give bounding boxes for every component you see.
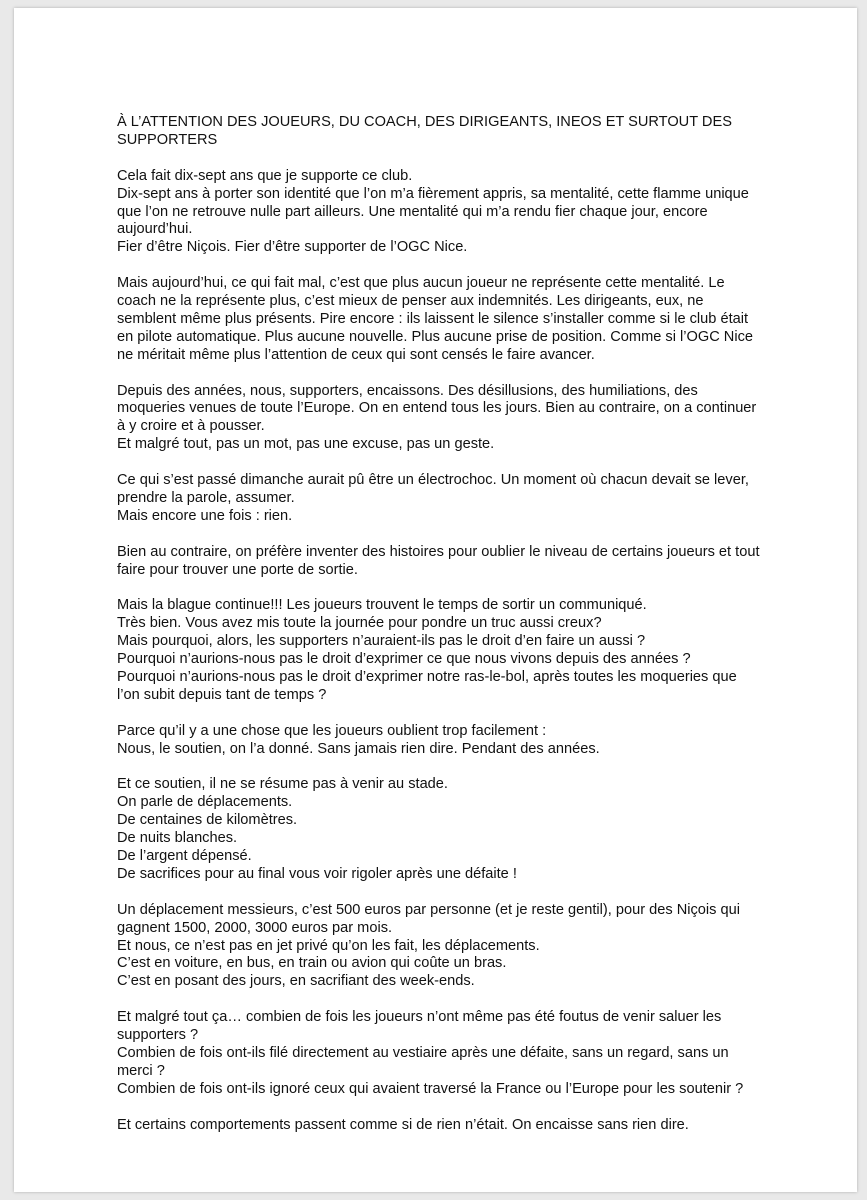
text-line: Et malgré tout ça… combien de fois les joueurs n’ont même pas été foutus de venir saluer les [117,1009,722,1026]
letter-paragraph [117,472,777,526]
text-line: ne méritait même plus l’attention de ceux qui sont censés le faire avancer. [117,346,595,363]
text-line: Et nous, ce n’est pas en jet privé qu’on les fait, les déplacements. [117,937,540,954]
text-line: aujourd’hui. [117,221,193,238]
letter-paragraph [117,1009,777,1099]
text-line: à y croire et à pousser. [117,418,265,435]
text-line: gagnent 1500, 2000, 3000 euros par mois. [117,919,393,936]
text-line: Un déplacement messieurs, c’est 500 euros par personne (et je reste gentil), pour des Niçois qui [117,901,740,918]
text-line: De l’argent dépensé. [117,848,252,865]
text-line: De sacrifices pour au final vous voir rigoler après une défaite ! [117,865,517,882]
text-line: Mais pourquoi, alors, les supporters n’auraient-ils pas le droit d’en faire un aussi ? [117,633,646,650]
text-line: merci ? [117,1062,165,1079]
text-line: De centaines de kilomètres. [117,812,298,829]
text-line: l’on subit depuis tant de temps ? [117,686,327,703]
text-line: Pourquoi n’aurions-nous pas le droit d’exprimer notre ras-le-bol, après toutes les moqueries que [117,669,737,685]
letter-paragraph [117,1117,777,1135]
text-line: Bien au contraire, on préfère inventer des histoires pour oublier le niveau de certains joueurs et tout [117,543,760,560]
text-line: coach ne la représente plus, c’est mieux de penser aux indemnités. Les dirigeants, eux, ne [117,293,704,310]
letter-paragraph [117,723,777,759]
text-line: C’est en voiture, en bus, en train ou avion qui coûte un bras. [117,955,507,972]
text-line: prendre la parole, assumer. [117,489,295,506]
text-line: Et malgré tout, pas un mot, pas une excuse, pas un geste. [117,436,495,453]
text-line: moqueries venues de toute l’Europe. On en entend tous les jours. Bien au contraire, on a continuer [117,400,757,417]
text-line: que l’on ne retrouve nulle part ailleurs. Une mentalité qui m’a rendu fier chaque jour, encore [117,203,708,220]
text-line: Parce qu’il y a une chose que les joueurs oublient trop facilement : [117,722,547,739]
text-line: Fier d’être Niçois. Fier d’être supporter de l’OGC Nice. [117,239,468,256]
text-line: Et certains comportements passent comme si de rien n’était. On encaisse sans rien dire. [117,1116,689,1133]
text-line: Très bien. Vous avez mis toute la journée pour pondre un truc aussi creux? [117,615,602,632]
text-line: Cela fait dix-sept ans que je supporte ce club. [117,167,413,184]
letter-paragraph [117,383,777,455]
letter-heading [117,114,777,150]
text-line: Combien de fois ont-ils filé directement au vestiaire après une défaite, sans un regard, sans un [117,1044,729,1061]
text-line: Et ce soutien, il ne se résume pas à venir au stade. [117,776,448,793]
letter-body [117,114,777,1152]
text-line: C’est en posant des jours, en sacrifiant des week-ends. [117,973,475,990]
text-line: Pourquoi n’aurions-nous pas le droit d’exprimer ce que nous vivons depuis des années ? [117,651,691,668]
text-line: De nuits blanches. [117,830,238,847]
text-line: Ce qui s’est passé dimanche aurait pû être un électrochoc. Un moment où chacun devait se lever, [117,472,749,489]
text-line: supporters ? [117,1027,199,1044]
text-line: On parle de déplacements. [117,794,293,811]
text-line: en pilote automatique. Plus aucune nouvelle. Plus aucune prise de position. Comme si l’OGC Nice [117,328,753,345]
letter-paragraph [117,597,777,704]
letter-paragraph [117,168,777,258]
text-line: semblent même plus présents. Pire encore : ils laissent le silence s’installer comme si le club était [117,310,749,327]
letter-paragraph [117,275,777,365]
text-line: Combien de fois ont-ils ignoré ceux qui avaient traversé la France ou l’Europe pour les soutenir ? [117,1080,744,1097]
text-line: SUPPORTERS [117,131,218,148]
text-line: Mais la blague continue!!! Les joueurs trouvent le temps de sortir un communiqué. [117,597,647,614]
text-line: Depuis des années, nous, supporters, encaissons. Des désillusions, des humiliations, des [117,382,698,399]
text-line: Mais aujourd’hui, ce qui fait mal, c’est que plus aucun joueur ne représente cette mentalité. Le [117,275,725,292]
letter-paragraph [117,776,777,883]
text-line: Nous, le soutien, on l’a donné. Sans jamais rien dire. Pendant des années. [117,740,600,757]
document-page [14,8,857,1192]
text-line: À L’ATTENTION DES JOUEURS, DU COACH, DES DIRIGEANTS, INEOS ET SURTOUT DES [117,114,732,130]
text-line: Dix-sept ans à porter son identité que l’on m’a fièrement appris, sa mentalité, cette flamme unique [117,185,749,202]
letter-paragraph [117,544,777,580]
text-line: Mais encore une fois : rien. [117,507,293,524]
letter-paragraph [117,902,777,992]
text-line: faire pour trouver une porte de sortie. [117,561,358,578]
